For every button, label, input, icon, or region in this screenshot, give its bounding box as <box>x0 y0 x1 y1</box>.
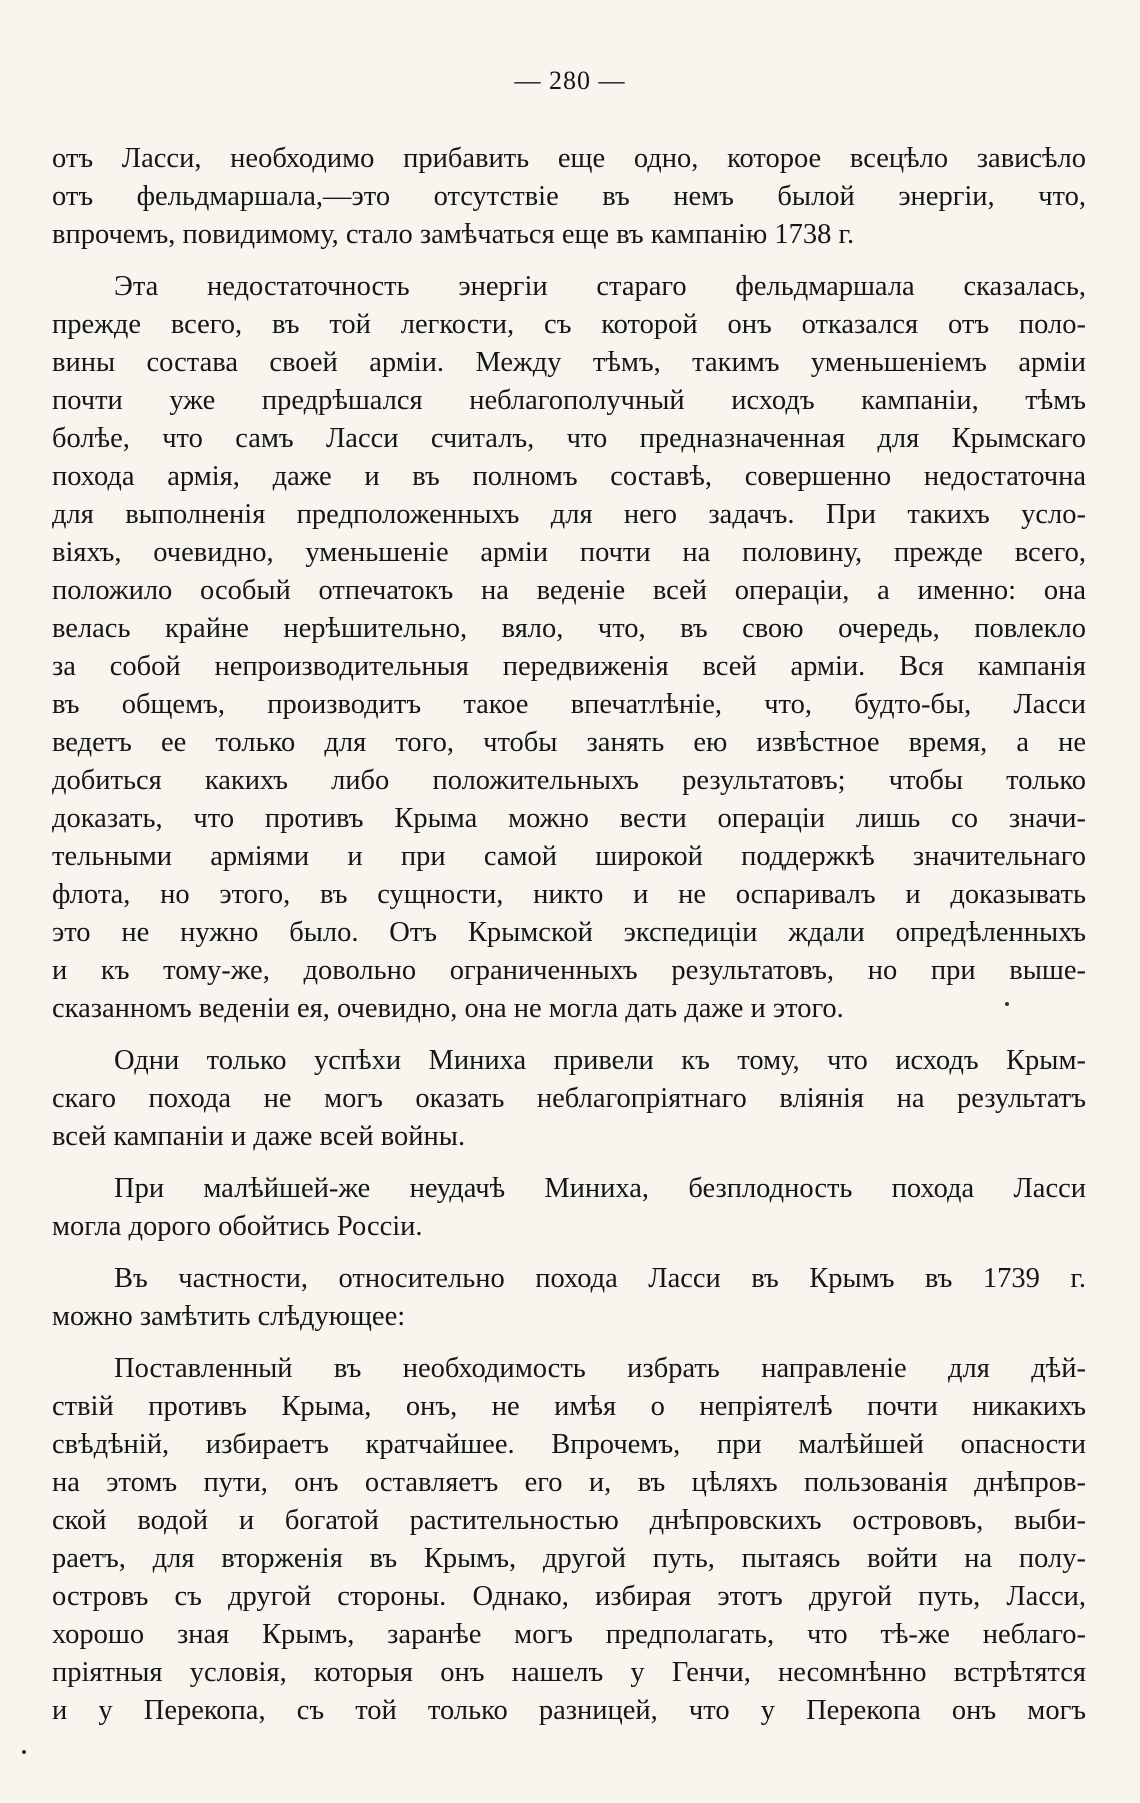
text-line: для выполненія предположенныхъ для него задачъ. При такихъ усло- <box>52 499 1086 530</box>
text-line: вины состава своей арміи. Между тѣмъ, такимъ уменьшеніемъ арміи <box>52 347 1086 378</box>
text-line: ствій противъ Крыма, онъ, не имѣя о непріятелѣ почти никакихъ <box>52 1391 1086 1422</box>
text-line: отъ фельдмаршала,—это отсутствіе въ немъ былой энергіи, что, <box>52 181 1086 212</box>
text-line: положило особый отпечатокъ на веденіе всей операціи, а именно: она <box>52 575 1086 606</box>
paragraph-gap <box>52 1336 1086 1350</box>
text-line: Поставленный въ необходимость избрать направленіе для дѣй- <box>114 1353 1086 1384</box>
text-line: віяхъ, очевидно, уменьшеніе арміи почти на половину, прежде всего, <box>52 537 1086 568</box>
paragraph <box>52 1042 1086 1156</box>
text-line: При малѣйшей-же неудачѣ Миниха, безплодность похода Ласси <box>114 1173 1086 1204</box>
text-line: доказать, что противъ Крыма можно вести операціи лишь со значи- <box>52 803 1086 834</box>
text-line: впрочемъ, повидимому, стало замѣчаться еще въ кампанію 1738 г. <box>52 219 855 250</box>
text-line: добиться какихъ либо положительныхъ результатовъ; чтобы только <box>52 765 1086 796</box>
text-line: пріятныя условія, которыя онъ нашелъ у Генчи, несомнѣнно встрѣтятся <box>52 1657 1086 1688</box>
text-line: ведетъ ее только для того, чтобы занять ею извѣстное время, а не <box>52 727 1086 758</box>
paragraph <box>52 1260 1086 1336</box>
text-line: Одни только успѣхи Миниха привели къ тому, что исходъ Крым- <box>114 1045 1086 1076</box>
text-line: и у Перекопа, съ той только разницей, что у Перекопа онъ могъ <box>52 1695 1086 1726</box>
paragraph-gap <box>52 1246 1086 1260</box>
paragraph-gap <box>52 1156 1086 1170</box>
text-line: всей кампаніи и даже всей войны. <box>52 1121 466 1152</box>
text-line: свѣдѣній, избираетъ кратчайшее. Впрочемъ, при малѣйшей опасности <box>52 1429 1086 1460</box>
text-line: прежде всего, въ той легкости, съ которой онъ отказался отъ поло- <box>52 309 1086 340</box>
body-text <box>52 140 1086 1730</box>
text-line: похода армія, даже и въ полномъ составѣ, совершенно недостаточна <box>52 461 1086 492</box>
scan-speck <box>1005 1002 1009 1006</box>
text-line: хорошо зная Крымъ, заранѣе могъ предполагать, что тѣ-же неблаго- <box>52 1619 1086 1650</box>
page-number: — 280 — <box>514 66 626 95</box>
text-line: можно замѣтить слѣдующее: <box>52 1301 406 1332</box>
text-line: островъ съ другой стороны. Однако, избирая этотъ другой путь, Ласси, <box>52 1581 1086 1612</box>
text-line: отъ Ласси, необходимо прибавить еще одно, которое всецѣло зависѣло <box>52 143 1086 174</box>
paragraph <box>52 1170 1086 1246</box>
text-line: раетъ, для вторженія въ Крымъ, другой путь, пытаясь войти на полу- <box>52 1543 1086 1574</box>
text-line: Эта недостаточность энергіи стараго фельдмаршала сказалась, <box>114 271 1086 302</box>
text-line: на этомъ пути, онъ оставляетъ его и, въ цѣляхъ пользованія днѣпров- <box>52 1467 1086 1498</box>
paragraph <box>52 268 1086 1028</box>
paragraph-gap <box>52 254 1086 268</box>
text-line: почти уже предрѣшался неблагополучный исходъ кампаніи, тѣмъ <box>52 385 1086 416</box>
text-line: флота, но этого, въ сущности, никто и не оспаривалъ и доказывать <box>52 879 1086 910</box>
text-line: это не нужно было. Отъ Крымской экспедиціи ждали опредѣленныхъ <box>52 917 1086 948</box>
paragraph-gap <box>52 1028 1086 1042</box>
text-line: велась крайне нерѣшительно, вяло, что, въ свою очередь, повлекло <box>52 613 1086 644</box>
text-line: скаго похода не могъ оказать неблагопріятнаго вліянія на результатъ <box>52 1083 1086 1114</box>
paragraph <box>52 140 1086 254</box>
text-line: сказанномъ веденіи ея, очевидно, она не могла дать даже и этого. <box>52 993 844 1024</box>
scan-speck <box>22 1750 26 1754</box>
text-line: тельными арміями и при самой широкой поддержкѣ значительнаго <box>52 841 1086 872</box>
text-line: ской водой и богатой растительностью днѣпровскихъ острововъ, выби- <box>52 1505 1086 1536</box>
text-line: болѣе, что самъ Ласси считалъ, что предназначенная для Крымскаго <box>52 423 1086 454</box>
text-line: могла дорого обойтись Россіи. <box>52 1211 423 1242</box>
paragraph <box>52 1350 1086 1730</box>
text-line: въ общемъ, производитъ такое впечатлѣніе, что, будто-бы, Ласси <box>52 689 1086 720</box>
text-line: Въ частности, относительно похода Ласси въ Крымъ въ 1739 г. <box>114 1263 1086 1294</box>
text-line: за собой непроизводительныя передвиженія всей арміи. Вся кампанія <box>52 651 1086 682</box>
text-line: и къ тому-же, довольно ограниченныхъ результатовъ, но при выше- <box>52 955 1086 986</box>
